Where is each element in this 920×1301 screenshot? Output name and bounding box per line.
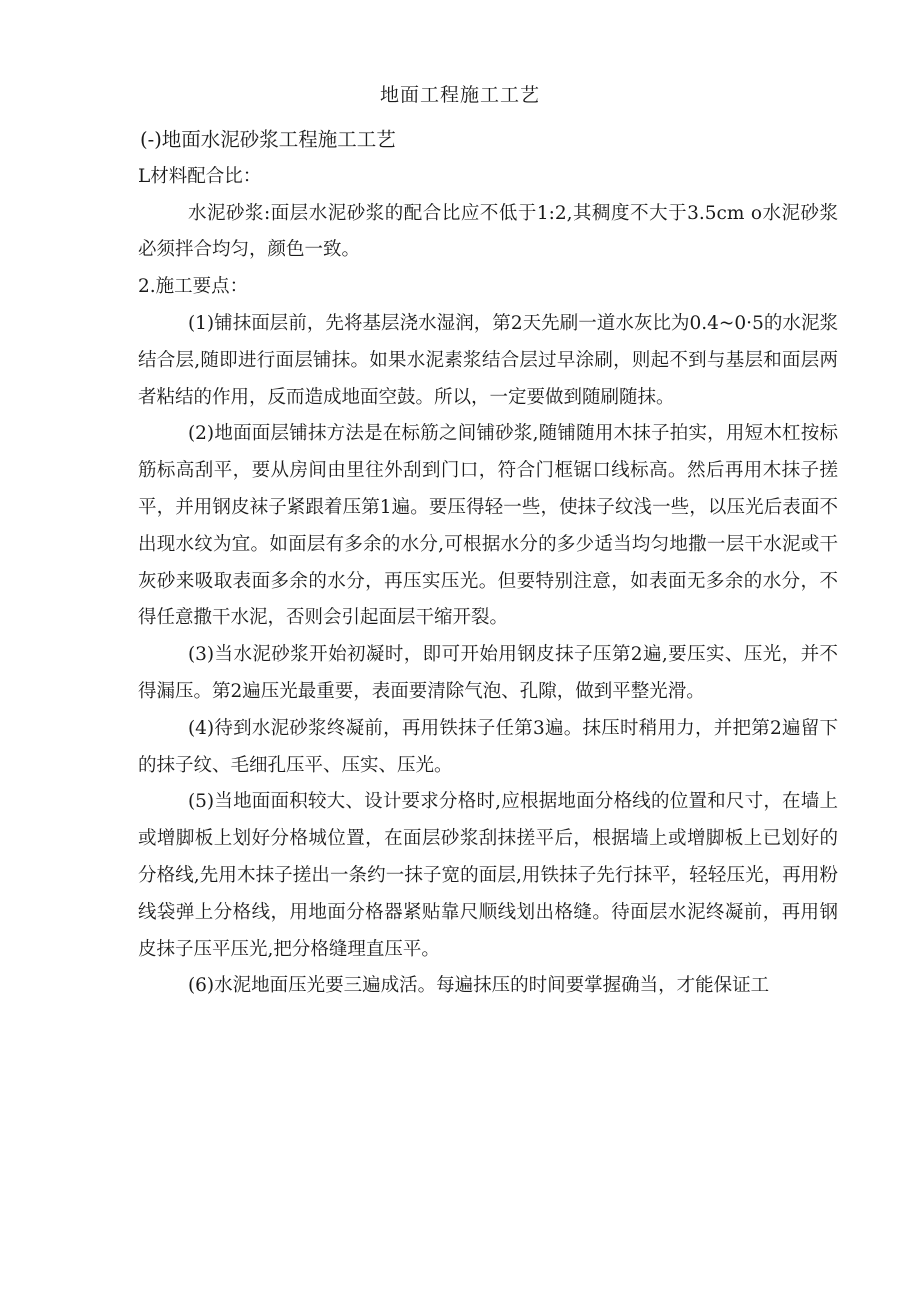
document-title: 地面工程施工工艺 bbox=[379, 84, 540, 106]
paragraph-step-3: (3)当水泥砂浆开始初凝时，即可开始用钢皮抹子压第2遍,要压实、压光，并不得漏压。第2遍压光最重要，表面要清除气泡、孔隙，做到平整光滑。 bbox=[138, 644, 838, 702]
paragraph-materials-heading: L材料配合比： bbox=[138, 165, 262, 187]
paragraph-step-5: (5)当地面面积较大、设计要求分格时,应根据地面分格线的位置和尺寸，在墙上或增脚板上划好分格城位置，在面层砂浆刮抹搓平后，根据墙上或增脚板上已划好的分格线,先用木抹子搓出一条约一抹子宽的面层,用铁抹子先行抹平，轻轻压光，再用粉线袋弹上分格线，用地面分格器紧贴靠尺顺线划出格缝。待面层水泥终凝前，再用钢皮抹子压平压光,把分格缝理直压平。 bbox=[138, 791, 838, 960]
paragraph-mortar-ratio: 水泥砂浆:面层水泥砂浆的配合比应不低于1:2,其稠度不大于3.5cm o水泥砂浆必须拌合均匀，颜色一致。 bbox=[138, 202, 838, 261]
section-heading: (-)地面水泥砂浆工程施工工艺 bbox=[140, 128, 396, 151]
document-body bbox=[138, 122, 838, 1005]
paragraph-step-4: (4)待到水泥砂浆终凝前，再用铁抹子任第3遍。抹压时稍用力，并把第2遍留下的抹子纹、毛细孔压平、压实、压光。 bbox=[138, 717, 838, 776]
paragraph-step-2: (2)地面面层铺抹方法是在标筋之间铺砂浆,随铺随用木抹子拍实，用短木杠按标筋标高刮平，要从房间由里往外刮到门口，符合门框锯口线标高。然后再用木抹子搓平，并用钢皮袜子紧跟着压第1遍。要压得轻一些，使抹子纹浅一些，以压光后表面不出现水纹为宜。如面层有多余的水分,可根据水分的多少适当均匀地撒一层干水泥或干灰砂来吸取表面多余的水分，再压实压光。但要特别注意，如表面无多余的水分，不得任意撒干水泥，否则会引起面层干缩开裂。 bbox=[138, 423, 838, 629]
paragraph-step-1: (1)铺抹面层前，先将基层浇水湿润，第2天先刷一道水灰比为0.4~0·5的水泥浆结合层,随即进行面层铺抹。如果水泥素浆结合层过早涂刷，则起不到与基层和面层两者粘结的作用，反而造成地面空鼓。所以，一定要做到随刷随抹。 bbox=[138, 312, 838, 408]
paragraph-construction-heading: 2.施工要点： bbox=[138, 276, 249, 298]
paragraph-step-6: (6)水泥地面压光要三遍成活。每遍抹压的时间要掌握确当，才能保证工 bbox=[187, 975, 770, 997]
